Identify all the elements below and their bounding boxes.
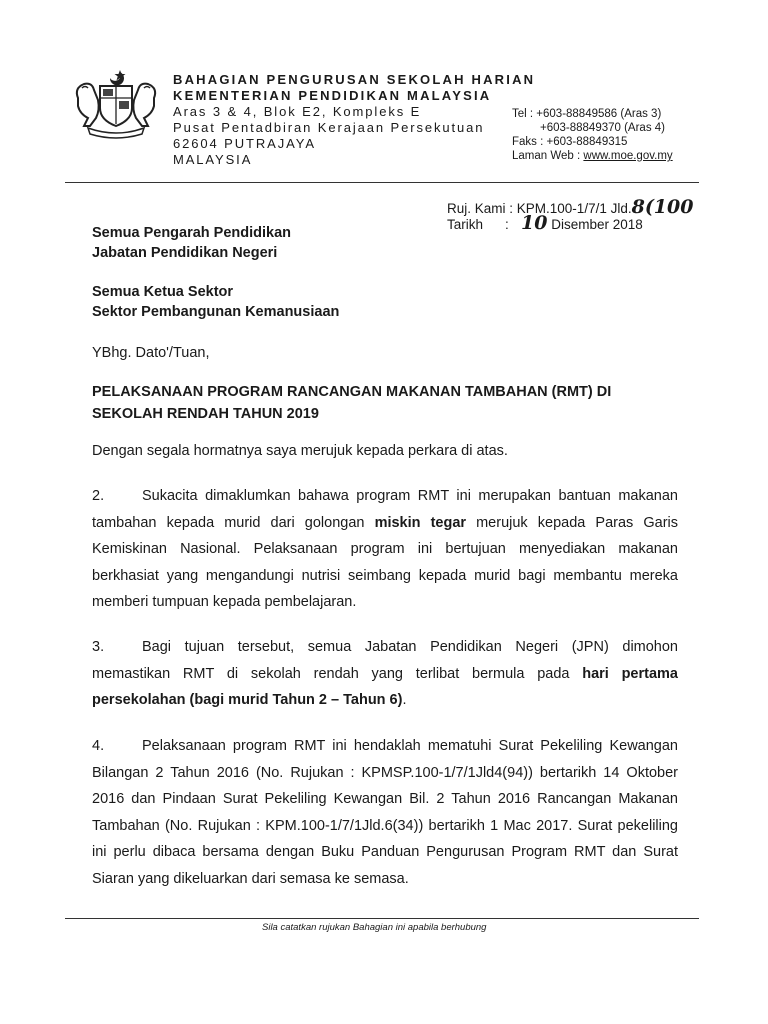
opening-line: Dengan segala hormatnya saya merujuk kepada perkara di atas. [92,443,508,459]
footer-divider [65,918,699,919]
salutation: YBhg. Dato'/Tuan, [92,345,210,361]
para3-bold: hari pertama persekolahan (bagi murid Tahun 2 – Tahun 6) [92,665,678,708]
date-line [447,212,643,234]
ministry-crest-logo [70,68,162,140]
paragraph-3 [92,634,678,714]
para3-text-b: . [402,692,407,708]
para3-text-a: Bagi tujuan tersebut, semua Jabatan Pendidikan Negeri (JPN) dimohon memastikan RMT di sekolah rendah yang terlibat bermula pada [92,639,678,682]
recipient2-line1: Semua Ketua Sektor [92,284,234,300]
date-value: Disember 2018 [551,217,643,232]
header-divider [65,182,699,183]
date-colon: : [505,217,509,232]
paragraph-4 [92,733,678,892]
recipient1-line2: Jabatan Pendidikan Negeri [92,245,278,261]
address-line2: Pusat Pentadbiran Kerajaan Persekutuan [173,120,485,135]
crest-icon [70,68,162,140]
para2-bold: miskin tegar [374,514,467,531]
para2-number: 2. [92,488,105,504]
para3-number: 3. [92,639,105,655]
tel-line1: Tel : +603-88849586 (Aras 3) [512,108,662,120]
footer-note: Sila catatkan rujukan Bahagian ini apabila berhubung [262,922,487,933]
para4-text: Pelaksanaan program RMT ini hendaklah mematuhi Surat Pekeliling Kewangan Bilangan 2 Tahun 2016 (No. Rujukan : KPMSP.100-1/7/1Jld4(94)) bertarikh 14 Oktober 2016 dan Pindaan Surat Pekeliling Kewangan Bil. 2 Tahun 2016 Rancangan Makanan Tambahan (No. Rujukan : KPM.100-1/7/1Jld.6(34)) bertarikh 1 Mac 2017. Surat pekeliling ini perlu dibaca bersama dengan Buku Panduan Pengurusan Program RMT dan Surat Siaran yang dikeluarkan dari semasa ke semasa. [92,738,678,887]
para2-text-a: Sukacita dimaklumkan bahawa program RMT ini merupakan bantuan makanan tambahan kepada murid dari golongan [92,488,678,531]
recipient1-line1: Semua Pengarah Pendidikan [92,225,292,241]
ref-label: Ruj. Kami [447,201,506,216]
org-name-line2: KEMENTERIAN PENDIDIKAN MALAYSIA [173,88,492,103]
para2-text-b: merujuk kepada Paras Garis Kemiskinan Nasional. Pelaksanaan program ini bertujuan menyediakan makanan berkhasiat yang mengandungi nutrisi seimbang kepada murid bagi membantu mereka memberi tumpuan kepada pembelajaran. [92,514,678,610]
date-label: Tarikh [447,217,484,232]
tel-line2: +603-88849370 (Aras 4) [540,122,665,134]
address-line1: Aras 3 & 4, Blok E2, Kompleks E [173,104,422,119]
website-line [512,150,673,162]
para4-number: 4. [92,738,105,754]
ref-handwritten: 8(100 [631,196,694,218]
recipient2-line2: Sektor Pembangunan Kemanusiaan [92,304,340,320]
fax-line: Faks : +603-88849315 [512,136,628,148]
address-line4: MALAYSIA [173,152,253,167]
paragraph-2 [92,483,678,616]
ref-value: : KPM.100-1/7/1 Jld. [509,201,632,216]
website-label: Laman Web : [512,150,584,162]
website-link[interactable]: www.moe.gov.my [583,150,673,162]
date-handwritten-day: 10 [521,212,548,234]
address-line3: 62604 PUTRAJAYA [173,136,316,151]
subject-heading: PELAKSANAAN PROGRAM RANCANGAN MAKANAN TAMBAHAN (RMT) DI SEKOLAH RENDAH TAHUN 2019 [92,384,612,422]
org-name-line1: BAHAGIAN PENGURUSAN SEKOLAH HARIAN [173,72,536,87]
